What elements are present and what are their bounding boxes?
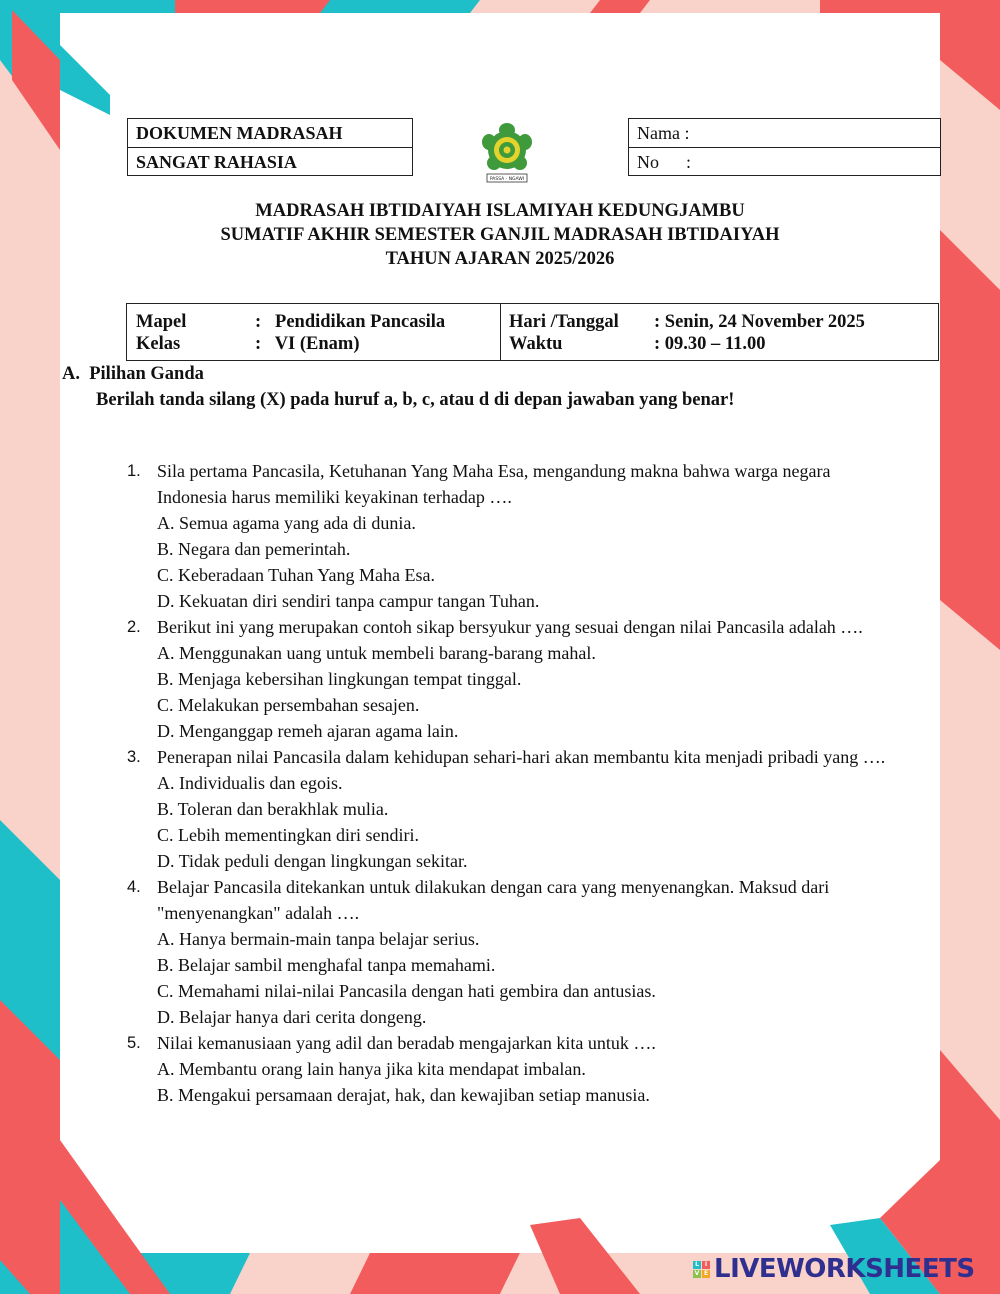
table-divider: [500, 304, 501, 360]
kelas-label: Kelas: [136, 334, 181, 354]
answer-option[interactable]: A. Hanya bermain-main tanpa belajar serius.: [157, 929, 480, 949]
question-text: Penerapan nilai Pancasila dalam kehidupan sehari-hari akan membantu kita menjadi pribadi yang ….: [157, 747, 886, 767]
answer-option[interactable]: D. Tidak peduli dengan lingkungan sekitar.: [157, 851, 468, 871]
exam-title: [0, 199, 1000, 271]
hari-value: : Senin, 24 November 2025: [654, 312, 865, 332]
question-item: [127, 614, 887, 744]
waktu-value: : 09.30 – 11.00: [654, 334, 766, 354]
question-text: Nilai kemanusiaan yang adil dan beradab mengajarkan kita untuk ….: [157, 1033, 656, 1053]
academic-year: TAHUN AJARAN 2025/2026: [385, 249, 615, 269]
answer-option[interactable]: B. Belajar sambil menghafal tanpa memahami.: [157, 955, 496, 975]
mapel-label: Mapel: [136, 312, 187, 332]
liveworksheets-wordmark: LIVEWORKSHEETS: [714, 1254, 975, 1284]
answer-option[interactable]: A. Individualis dan egois.: [157, 773, 343, 793]
answer-option[interactable]: D. Belajar hanya dari cerita dongeng.: [157, 1007, 427, 1027]
answer-option[interactable]: B. Negara dan pemerintah.: [157, 539, 351, 559]
question-item: [127, 458, 887, 614]
exam-info-table: [126, 303, 939, 361]
question-number: 4.: [127, 878, 141, 896]
answer-option[interactable]: B. Toleran dan berakhlak mulia.: [157, 799, 389, 819]
answer-option[interactable]: D. Kekuatan diri sendiri tanpa campur tangan Tuhan.: [157, 591, 540, 611]
question-text: Berikut ini yang merupakan contoh sikap bersyukur yang sesuai dengan nilai Pancasila adalah ….: [157, 617, 863, 637]
answer-option[interactable]: A. Membantu orang lain hanya jika kita mendapat imbalan.: [157, 1059, 586, 1079]
liveworksheets-brand: [693, 1254, 975, 1284]
school-name: MADRASAH IBTIDAIYAH ISLAMIYAH KEDUNGJAMBU: [255, 201, 745, 221]
exam-name: SUMATIF AKHIR SEMESTER GANJIL MADRASAH IBTIDAIYAH: [220, 225, 780, 245]
document-classification-box: [127, 118, 413, 176]
answer-option[interactable]: A. Semua agama yang ada di dunia.: [157, 513, 416, 533]
hari-label: Hari /Tanggal: [509, 312, 619, 332]
number-field[interactable]: No :: [629, 147, 940, 175]
question-list: [127, 458, 887, 1108]
answer-option[interactable]: C. Melakukan persembahan sesajen.: [157, 695, 420, 715]
answer-option[interactable]: B. Menjaga kebersihan lingkungan tempat tinggal.: [157, 669, 522, 689]
kelas-value: : VI (Enam): [255, 334, 360, 354]
answer-option[interactable]: C. Keberadaan Tuhan Yang Maha Esa.: [157, 565, 435, 585]
question-item: [127, 744, 887, 874]
question-item: [127, 874, 887, 1030]
answer-option[interactable]: C. Lebih mementingkan diri sendiri.: [157, 825, 419, 845]
student-identity-box: [628, 118, 941, 176]
question-number: 1.: [127, 462, 141, 480]
question-item: [127, 1030, 887, 1108]
question-text: Belajar Pancasila ditekankan untuk dilakukan dengan cara yang menyenangkan. Maksud dari "menyenangkan" adalah ….: [157, 877, 830, 923]
answer-option[interactable]: A. Menggunakan uang untuk membeli barang-barang mahal.: [157, 643, 596, 663]
mapel-value: : Pendidikan Pancasila: [255, 312, 446, 332]
answer-option[interactable]: C. Memahami nilai-nilai Pancasila dengan hati gembira dan antusias.: [157, 981, 656, 1001]
classification-line: DOKUMEN MADRASAH: [136, 123, 343, 143]
confidentiality-line: SANGAT RAHASIA: [128, 147, 412, 175]
question-number: 3.: [127, 748, 141, 766]
name-field[interactable]: Nama :: [637, 123, 690, 143]
section-title: A. Pilihan Ganda: [62, 364, 204, 384]
liveworksheets-logo-icon: L I V E: [694, 1260, 709, 1277]
madrasah-logo: [476, 120, 538, 184]
question-number: 5.: [127, 1034, 141, 1052]
answer-option[interactable]: D. Menganggap remeh ajaran agama lain.: [157, 721, 459, 741]
question-text: Sila pertama Pancasila, Ketuhanan Yang Maha Esa, mengandung makna bahwa warga negara Indonesia harus memiliki keyakinan terhadap ….: [157, 461, 831, 507]
answer-option[interactable]: B. Mengakui persamaan derajat, hak, dan kewajiban setiap manusia.: [157, 1085, 650, 1105]
section-instruction: Berilah tanda silang (X) pada huruf a, b, c, atau d di depan jawaban yang benar!: [96, 390, 735, 410]
question-number: 2.: [127, 618, 141, 636]
logo-caption: PASSA - NGAWI: [489, 177, 525, 182]
waktu-label: Waktu: [509, 334, 563, 354]
